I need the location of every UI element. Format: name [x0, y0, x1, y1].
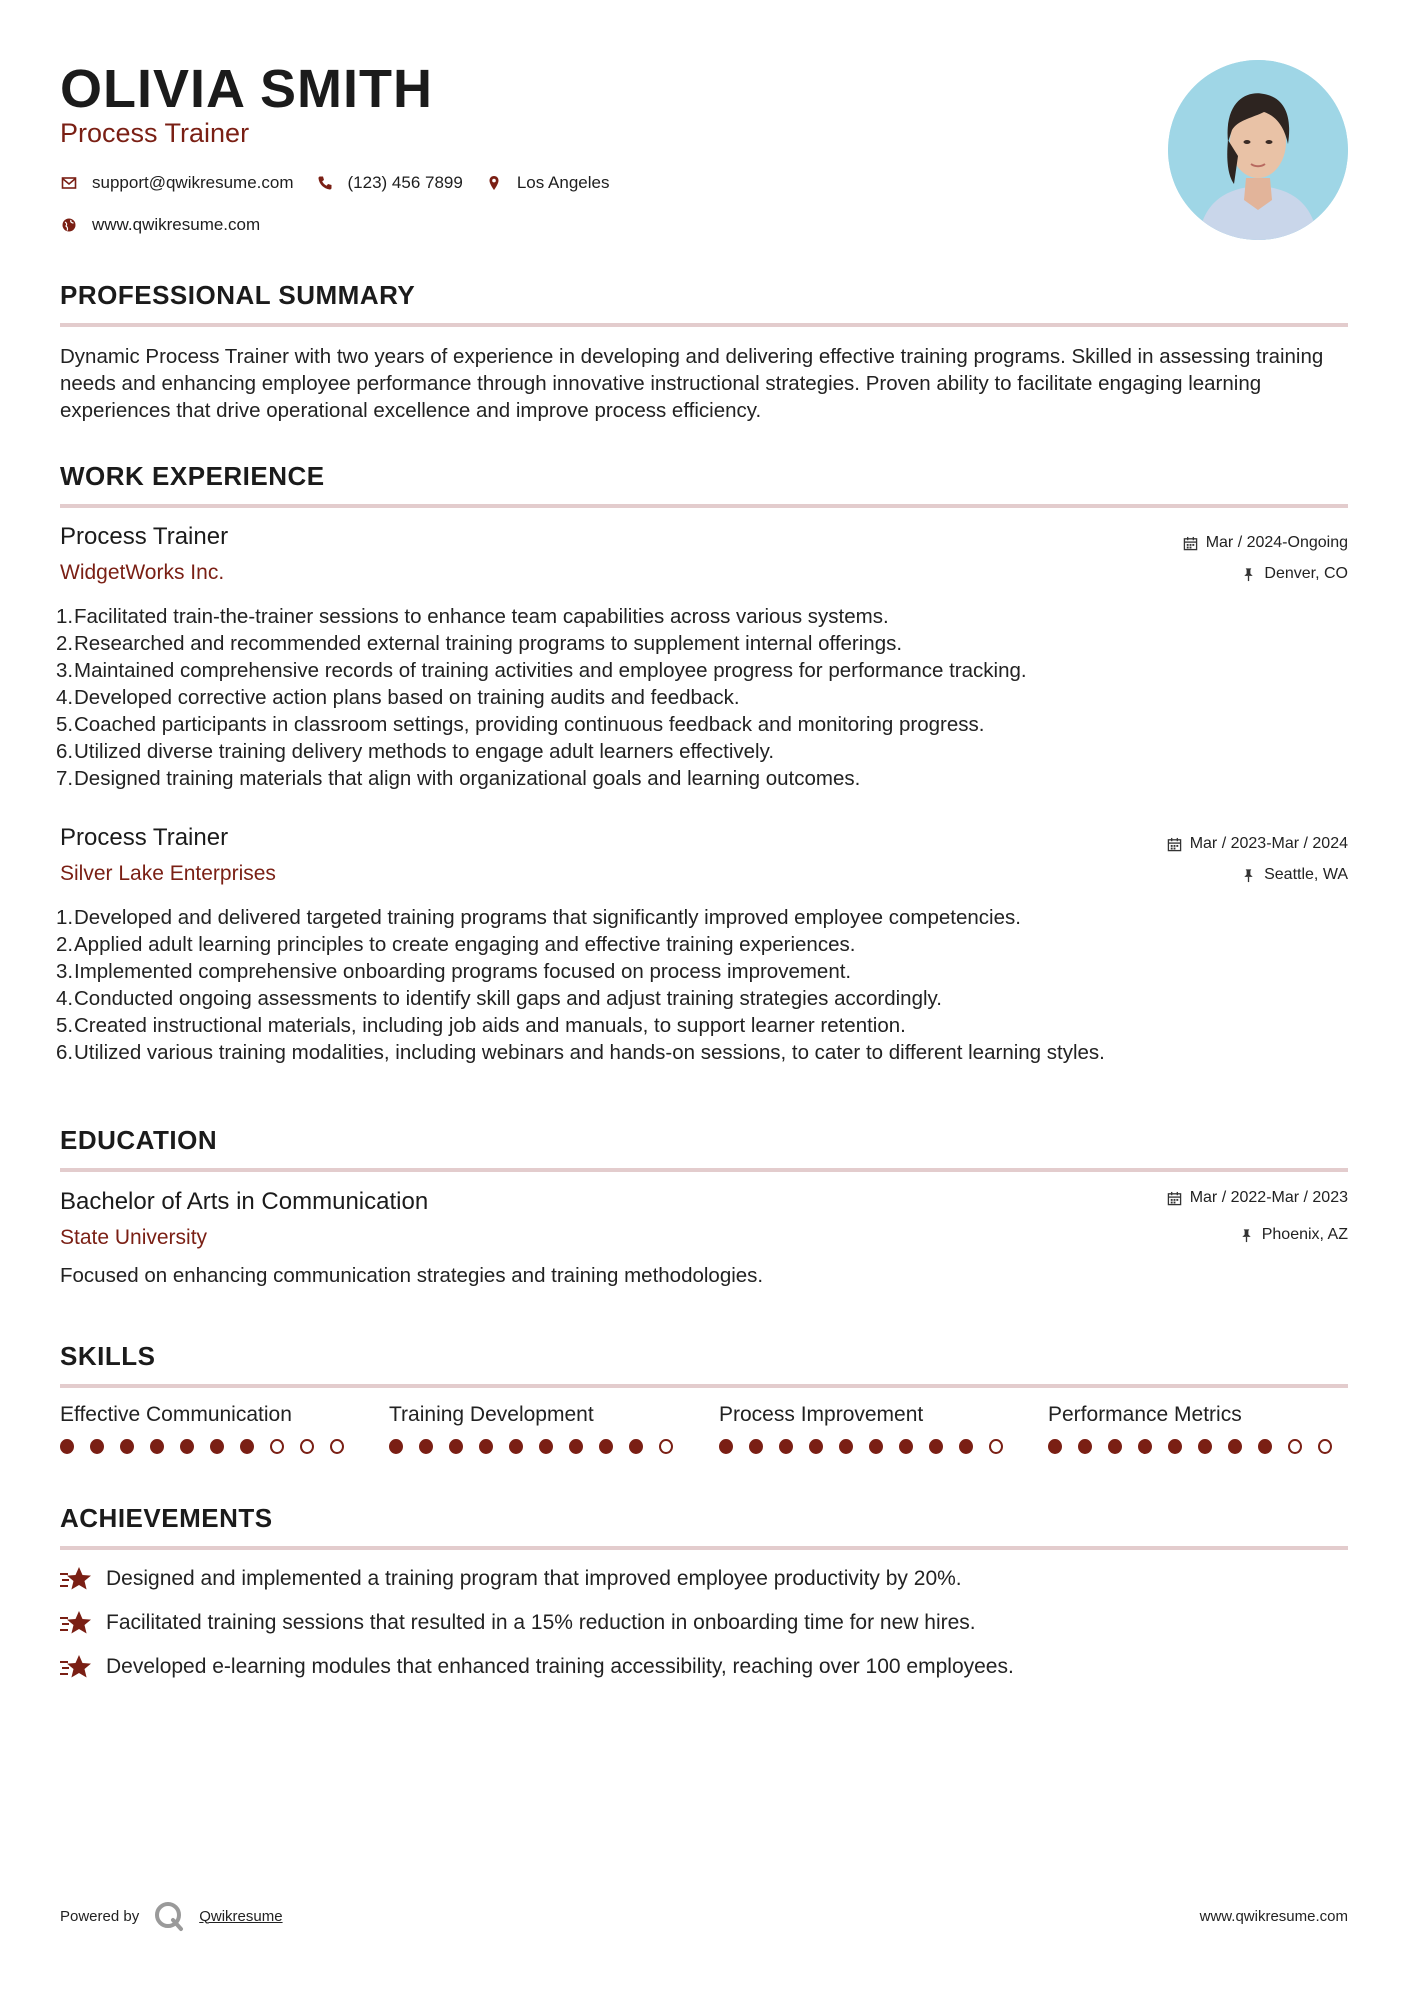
skill-name: Effective Communication: [60, 1403, 292, 1426]
rating-dot-filled: [1138, 1439, 1152, 1454]
phone-icon: [316, 174, 334, 192]
calendar-icon: [1167, 837, 1182, 852]
rating-dot-filled: [1168, 1439, 1182, 1454]
list-item: 2.Applied adult learning principles to create engaging and effective training experiences.: [56, 933, 856, 956]
profile-photo: [1168, 60, 1348, 240]
rating-dot-empty: [989, 1439, 1003, 1454]
footer-website[interactable]: www.qwikresume.com: [1199, 1908, 1348, 1925]
brand-link[interactable]: Qwikresume: [199, 1907, 283, 1925]
skill-item: [1048, 1403, 1348, 1454]
contact-row-website: [60, 215, 282, 235]
location-text: Los Angeles: [516, 173, 610, 192]
rating-dot-filled: [629, 1439, 643, 1454]
list-item: 3.Implemented comprehensive onboarding programs focused on process improvement.: [56, 960, 852, 983]
rating-dot-empty: [659, 1439, 673, 1454]
education-description: Focused on enhancing communication strategies and training methodologies.: [60, 1264, 764, 1287]
degree-title: Bachelor of Arts in Communication: [60, 1188, 429, 1215]
rating-dot-filled: [1048, 1439, 1062, 1454]
summary-text: Dynamic Process Trainer with two years of experience in developing and delivering effective training programs. Skilled in assessing training needs and enhancing employee performance through innovative instructional strategies. Proven ability to facilitate engaging learning experiences that drive operational excellence and improve process efficiency.: [60, 345, 1324, 422]
rating-dot-filled: [839, 1439, 853, 1454]
rating-dot-filled: [150, 1439, 164, 1454]
job-dates: [1183, 534, 1348, 552]
job-location: [1241, 866, 1348, 884]
calendar-icon: [1167, 1191, 1182, 1206]
contact-row: [60, 173, 631, 193]
powered-by-label: Powered by: [60, 1907, 140, 1925]
rating-dot-filled: [539, 1439, 553, 1454]
list-item: 1.Facilitated train-the-trainer sessions to enhance team capabilities across various systems.: [56, 605, 889, 628]
rating-dot-filled: [779, 1439, 793, 1454]
achievement-item: [60, 1565, 962, 1593]
education-dates: [1167, 1189, 1348, 1207]
rating-dot-filled: [389, 1439, 403, 1454]
job-company: Silver Lake Enterprises: [60, 862, 276, 885]
job-title: Process Trainer: [60, 824, 229, 851]
list-item: 2.Researched and recommended external training programs to supplement internal offerings.: [56, 632, 903, 655]
job-location-text: Denver, CO: [1264, 565, 1348, 582]
rating-dot-filled: [120, 1439, 134, 1454]
skill-name: Training Development: [389, 1403, 594, 1426]
list-item: 7.Designed training materials that align with organizational goals and learning outcomes.: [56, 767, 861, 790]
skill-name: Process Improvement: [719, 1403, 924, 1426]
rating-dot-filled: [809, 1439, 823, 1454]
education-location: [1239, 1226, 1348, 1244]
rating-dot-filled: [1198, 1439, 1212, 1454]
rating-dot-filled: [479, 1439, 493, 1454]
rating-dot-filled: [1228, 1439, 1242, 1454]
rating-dot-filled: [929, 1439, 943, 1454]
star-award-icon: [60, 1565, 92, 1593]
list-item: 5.Coached participants in classroom settings, providing continuous feedback and monitoring progress.: [56, 713, 985, 736]
website-text: www.qwikresume.com: [92, 215, 261, 234]
job-company: WidgetWorks Inc.: [60, 561, 225, 584]
list-item: 6.Utilized various training modalities, including webinars and hands-on sessions, to cater to different learning styles.: [56, 1041, 1105, 1064]
job-location: [1241, 565, 1348, 583]
job-dates-text: Mar / 2023-Mar / 2024: [1189, 835, 1348, 852]
rating-dot-filled: [240, 1439, 254, 1454]
rating-dot-filled: [569, 1439, 583, 1454]
rating-dot-filled: [1108, 1439, 1122, 1454]
skill-rating: [1048, 1439, 1348, 1454]
skill-name: Performance Metrics: [1048, 1403, 1242, 1426]
envelope-icon: [60, 174, 78, 192]
job-title: Process Trainer: [60, 523, 229, 550]
achievement-text: Designed and implemented a training program that improved employee productivity by 20%.: [106, 1567, 962, 1590]
skill-rating: [719, 1439, 1019, 1454]
rating-dot-filled: [1078, 1439, 1092, 1454]
pushpin-icon: [1241, 567, 1256, 582]
candidate-name: OLIVIA SMITH: [60, 59, 433, 119]
list-item: 4.Developed corrective action plans based on training audits and feedback.: [56, 686, 740, 709]
rating-dot-filled: [869, 1439, 883, 1454]
rating-dot-empty: [300, 1439, 314, 1454]
skill-rating: [389, 1439, 689, 1454]
calendar-icon: [1183, 536, 1198, 551]
list-item: 5.Created instructional materials, including job aids and manuals, to support learner retention.: [56, 1014, 906, 1037]
email-text: support@qwikresume.com: [92, 173, 294, 192]
section-heading-skills: SKILLS: [60, 1341, 1348, 1388]
rating-dot-filled: [60, 1439, 74, 1454]
rating-dot-filled: [419, 1439, 433, 1454]
skill-rating: [60, 1439, 360, 1454]
pushpin-icon: [1241, 868, 1256, 883]
qwikresume-logo-icon: [153, 1900, 185, 1932]
list-item: 6.Utilized diverse training delivery methods to engage adult learners effectively.: [56, 740, 775, 763]
job-bullets: [56, 904, 1348, 1066]
pushpin-icon: [1239, 1228, 1254, 1243]
section-heading-achievements: ACHIEVEMENTS: [60, 1503, 1348, 1550]
contact-phone[interactable]: [316, 173, 463, 193]
map-pin-icon: [485, 174, 503, 192]
rating-dot-filled: [719, 1439, 733, 1454]
section-heading-education: EDUCATION: [60, 1125, 1348, 1172]
rating-dot-empty: [330, 1439, 344, 1454]
section-heading-summary: PROFESSIONAL SUMMARY: [60, 280, 1348, 327]
rating-dot-filled: [90, 1439, 104, 1454]
contact-email[interactable]: [60, 173, 294, 193]
job-bullets: [56, 603, 1348, 792]
list-item: 4.Conducted ongoing assessments to identify skill gaps and adjust training strategies accordingly.: [56, 987, 942, 1010]
job-dates-text: Mar / 2024-Ongoing: [1205, 534, 1348, 551]
skill-item: [60, 1403, 360, 1454]
section-heading-experience: WORK EXPERIENCE: [60, 461, 1348, 508]
star-award-icon: [60, 1653, 92, 1681]
achievement-item: [60, 1653, 1014, 1681]
achievement-item: [60, 1609, 976, 1637]
school-name: State University: [60, 1226, 208, 1249]
skill-item: [719, 1403, 1019, 1454]
rating-dot-filled: [509, 1439, 523, 1454]
skill-item: [389, 1403, 689, 1454]
candidate-title: Process Trainer: [60, 118, 250, 148]
globe-icon: [60, 216, 78, 234]
phone-text: (123) 456 7899: [347, 173, 463, 192]
achievement-text: Developed e-learning modules that enhanced training accessibility, reaching over 100 employees.: [106, 1655, 1014, 1678]
contact-website[interactable]: [60, 215, 260, 235]
rating-dot-empty: [1288, 1439, 1302, 1454]
education-location-text: Phoenix, AZ: [1261, 1226, 1348, 1243]
rating-dot-empty: [270, 1439, 284, 1454]
footer-powered-by: [60, 1900, 283, 1932]
rating-dot-filled: [749, 1439, 763, 1454]
job-dates: [1167, 835, 1348, 853]
list-item: 3.Maintained comprehensive records of training activities and employee progress for performance tracking.: [56, 659, 1027, 682]
rating-dot-filled: [959, 1439, 973, 1454]
rating-dot-empty: [1318, 1439, 1332, 1454]
achievement-text: Facilitated training sessions that resulted in a 15% reduction in onboarding time for new hires.: [106, 1611, 976, 1634]
rating-dot-filled: [899, 1439, 913, 1454]
job-location-text: Seattle, WA: [1264, 866, 1348, 883]
rating-dot-filled: [1258, 1439, 1272, 1454]
list-item: 1.Developed and delivered targeted training programs that significantly improved employee competencies.: [56, 906, 1021, 929]
contact-location: [485, 173, 610, 193]
rating-dot-filled: [180, 1439, 194, 1454]
rating-dot-filled: [210, 1439, 224, 1454]
rating-dot-filled: [449, 1439, 463, 1454]
education-dates-text: Mar / 2022-Mar / 2023: [1189, 1189, 1348, 1206]
rating-dot-filled: [599, 1439, 613, 1454]
star-award-icon: [60, 1609, 92, 1637]
